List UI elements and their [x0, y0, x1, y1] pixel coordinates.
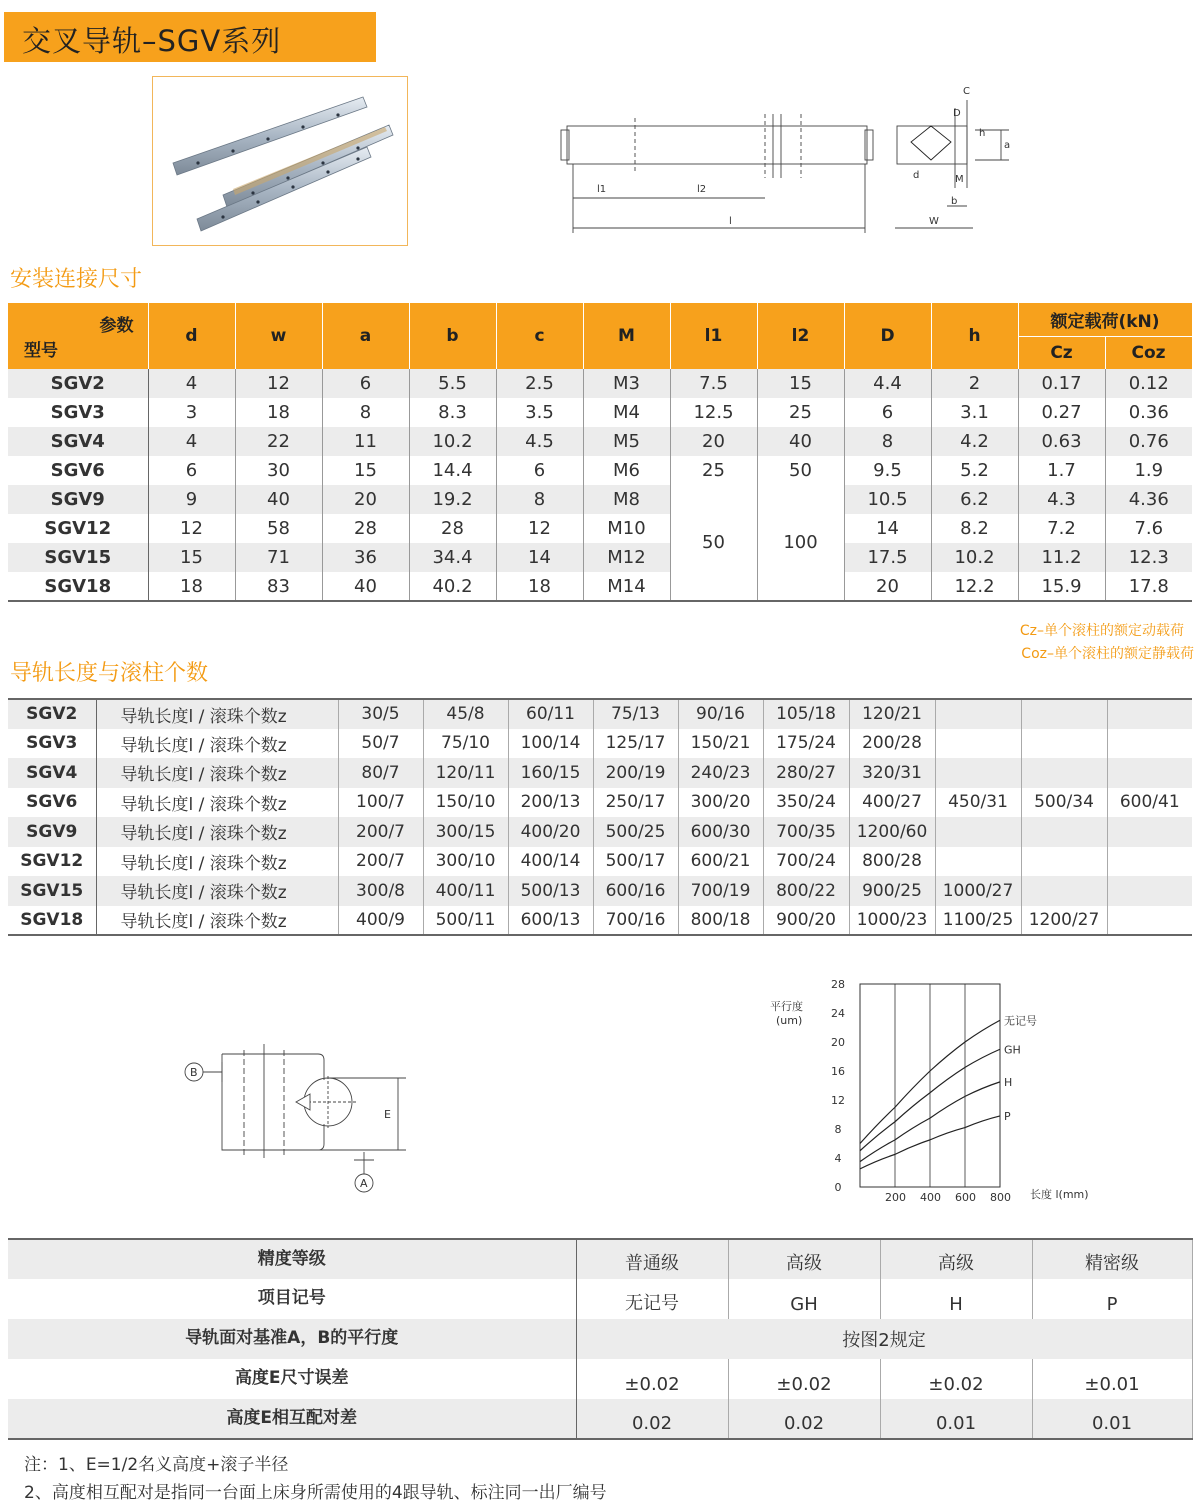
table-cell: 83 [235, 572, 322, 601]
table-cell: 34.4 [409, 543, 496, 572]
table-cell: M5 [583, 427, 670, 456]
table-row [8, 427, 1192, 456]
table-cell: 5.2 [931, 456, 1018, 485]
table-row [8, 847, 1192, 877]
table-cell: 4 [148, 369, 235, 398]
table-cell [1021, 876, 1107, 906]
table-cell: 600/30 [678, 817, 763, 847]
y-tick-label: 12 [831, 1094, 845, 1107]
y-tick-label: 20 [831, 1036, 845, 1049]
model-cell: SGV2 [8, 369, 148, 398]
chart-ylabel-2: (um) [776, 1014, 803, 1027]
table-cell: 22 [235, 427, 322, 456]
table-cell: 0.36 [1105, 398, 1192, 427]
model-cell: SGV6 [8, 456, 148, 485]
table-cell: 28 [409, 514, 496, 543]
series-name: P [1004, 1109, 1011, 1123]
table-cell: 17.5 [844, 543, 931, 572]
table-cell: 125/17 [593, 729, 678, 759]
table-cell: 600/13 [508, 906, 593, 936]
height-match-cell: 0.02 [576, 1399, 728, 1439]
model-cell: SGV9 [8, 817, 96, 847]
header-w: w [235, 303, 322, 369]
table-cell: 200/19 [593, 758, 678, 788]
accuracy-grade-table [8, 1238, 1193, 1440]
table-cell: 20 [844, 572, 931, 601]
table-row [8, 729, 1192, 759]
table-cell [935, 729, 1021, 759]
table-cell: 28 [322, 514, 409, 543]
table-cell: 700/24 [763, 847, 849, 877]
table-cell: 30/5 [338, 699, 423, 729]
series-name: GH [1004, 1043, 1021, 1057]
model-cell: SGV6 [8, 788, 96, 818]
header-D: D [844, 303, 931, 369]
grade-cell: 精密级 [1032, 1239, 1192, 1279]
table-cell: 36 [322, 543, 409, 572]
section-title-length: 导轨长度与滚柱个数 [10, 661, 209, 686]
table-cell: 160/15 [508, 758, 593, 788]
label-M: M [955, 174, 964, 185]
table-cell: 15 [757, 369, 844, 398]
table-cell: 58 [235, 514, 322, 543]
model-cell: SGV18 [8, 572, 148, 601]
table-cell: 2.5 [496, 369, 583, 398]
corner-param: 参数 [99, 316, 134, 336]
table-cell: 200/13 [508, 788, 593, 818]
length-count-label: 导轨长度l / 滚珠个数z [96, 817, 338, 847]
table-cell: 18 [235, 398, 322, 427]
table-cell: 40.2 [409, 572, 496, 601]
table-row [8, 817, 1192, 847]
table-cell: 14 [844, 514, 931, 543]
table-cell: 1200/60 [849, 817, 935, 847]
height-tol-cell: ±0.02 [576, 1359, 728, 1399]
table-cell: M8 [583, 485, 670, 514]
table-cell: 15.9 [1018, 572, 1105, 601]
table-cell: 4.5 [496, 427, 583, 456]
table-row [8, 572, 1192, 601]
table-cell: 40 [235, 485, 322, 514]
table-cell: 50 [757, 456, 844, 485]
table-row [8, 699, 1192, 729]
table-cell: 9.5 [844, 456, 931, 485]
table-cell: 800/28 [849, 847, 935, 877]
table-cell: 10.2 [931, 543, 1018, 572]
table-cell: 8 [322, 398, 409, 427]
table-cell: 800/22 [763, 876, 849, 906]
header-c: c [496, 303, 583, 369]
table-cell: 0.76 [1105, 427, 1192, 456]
header-M: M [583, 303, 670, 369]
table-cell: M12 [583, 543, 670, 572]
table-cell: 6 [844, 398, 931, 427]
table-cell: 175/24 [763, 729, 849, 759]
table-cell: 10.5 [844, 485, 931, 514]
table-cell: 3.1 [931, 398, 1018, 427]
table-cell: 1000/23 [849, 906, 935, 936]
label-B: B [190, 1066, 198, 1079]
table-cell: 300/10 [423, 847, 508, 877]
table-cell [935, 758, 1021, 788]
table-cell: 50 [670, 485, 757, 601]
table-cell: 150/21 [678, 729, 763, 759]
table-cell: 700/16 [593, 906, 678, 936]
table-cell: 71 [235, 543, 322, 572]
x-tick-label: 400 [920, 1191, 941, 1204]
table-cell: 25 [670, 456, 757, 485]
table-cell: 12.5 [670, 398, 757, 427]
model-cell: SGV9 [8, 485, 148, 514]
length-count-table [8, 698, 1192, 936]
header-load: 额定载荷(kN) [1018, 303, 1192, 336]
label-D: D [953, 108, 961, 119]
table-row [8, 906, 1192, 936]
footnote-2: 2、高度相互配对是指同一台面上床身所需使用的4跟导轨、标注同一出厂编号 [24, 1483, 607, 1503]
label-a: a [1004, 140, 1011, 151]
table-row [8, 543, 1192, 572]
table-cell: 15 [322, 456, 409, 485]
table-cell [935, 817, 1021, 847]
table-cell [935, 847, 1021, 877]
table-row [8, 485, 1192, 514]
table-cell: 4.3 [1018, 485, 1105, 514]
table-cell: 4.36 [1105, 485, 1192, 514]
label-h: h [979, 128, 986, 139]
table-cell: 12.3 [1105, 543, 1192, 572]
table-cell: 6 [496, 456, 583, 485]
height-tol-label: 高度E尺寸误差 [8, 1359, 576, 1399]
parallel-value: 按图2规定 [576, 1319, 1192, 1359]
label-C: C [963, 86, 970, 97]
length-count-label: 导轨长度l / 滚珠个数z [96, 699, 338, 729]
table-row [8, 876, 1192, 906]
table-cell [1021, 699, 1107, 729]
table-cell [935, 699, 1021, 729]
length-count-label: 导轨长度l / 滚珠个数z [96, 729, 338, 759]
table-cell: 400/14 [508, 847, 593, 877]
table-cell: 6 [148, 456, 235, 485]
table-cell: 15 [148, 543, 235, 572]
rail-dimension-drawing [555, 78, 1035, 243]
table-cell [1107, 729, 1192, 759]
table-cell: 4.2 [931, 427, 1018, 456]
table-cell: 4 [148, 427, 235, 456]
rail-image [173, 97, 393, 231]
table-cell: 1.9 [1105, 456, 1192, 485]
table-cell: 90/16 [678, 699, 763, 729]
table-cell: 80/7 [338, 758, 423, 788]
height-match-cell: 0.02 [728, 1399, 880, 1439]
parallelism-chart [760, 972, 1100, 1208]
table-cell: 0.63 [1018, 427, 1105, 456]
table-cell: 120/11 [423, 758, 508, 788]
table-cell [1021, 847, 1107, 877]
table-cell: 18 [496, 572, 583, 601]
table-cell: 400/20 [508, 817, 593, 847]
y-tick-label: 0 [834, 1181, 842, 1194]
x-tick-label: 200 [885, 1191, 906, 1204]
table-cell: 19.2 [409, 485, 496, 514]
table-row [8, 369, 1192, 398]
table-cell: 300/15 [423, 817, 508, 847]
header-b: b [409, 303, 496, 369]
table-cell: 10.2 [409, 427, 496, 456]
table-cell: 12 [496, 514, 583, 543]
header-h: h [931, 303, 1018, 369]
page-title: 交叉导轨–SGV系列 [22, 24, 282, 58]
table-cell: 11.2 [1018, 543, 1105, 572]
table-cell: 40 [757, 427, 844, 456]
table-cell: 900/20 [763, 906, 849, 936]
label-A: A [360, 1177, 368, 1190]
table-cell [1107, 699, 1192, 729]
table-cell: 9 [148, 485, 235, 514]
table-cell: 150/10 [423, 788, 508, 818]
table-cell: 300/8 [338, 876, 423, 906]
chart-ylabel-1: 平行度 [770, 1000, 803, 1013]
code-cell: 无记号 [576, 1279, 728, 1319]
table-cell: 3.5 [496, 398, 583, 427]
table-cell [1107, 847, 1192, 877]
length-count-label: 导轨长度l / 滚珠个数z [96, 847, 338, 877]
height-match-cell: 0.01 [880, 1399, 1032, 1439]
table-cell: 30 [235, 456, 322, 485]
note-coz: Coz–单个滚柱的额定静载荷 [1021, 646, 1194, 662]
x-tick-label: 800 [990, 1191, 1011, 1204]
table-cell: 4.4 [844, 369, 931, 398]
label-l2: l2 [697, 184, 707, 195]
y-tick-label: 28 [831, 978, 845, 991]
table-cell: 12 [148, 514, 235, 543]
table-cell: 0.17 [1018, 369, 1105, 398]
y-tick-label: 8 [834, 1123, 842, 1136]
table-cell: 500/34 [1021, 788, 1107, 818]
table-cell: 17.8 [1105, 572, 1192, 601]
table-cell: 600/16 [593, 876, 678, 906]
table-cell: 12 [235, 369, 322, 398]
height-tol-cell: ±0.02 [880, 1359, 1032, 1399]
table-cell: 900/25 [849, 876, 935, 906]
table-cell: 50/7 [338, 729, 423, 759]
code-cell: GH [728, 1279, 880, 1319]
table-cell: 7.6 [1105, 514, 1192, 543]
header-l1: l1 [670, 303, 757, 369]
length-count-label: 导轨长度l / 滚珠个数z [96, 758, 338, 788]
table-cell: 100/14 [508, 729, 593, 759]
code-cell: P [1032, 1279, 1192, 1319]
table-row [8, 456, 1192, 485]
table-cell: 200/28 [849, 729, 935, 759]
length-count-label: 导轨长度l / 滚珠个数z [96, 788, 338, 818]
height-tol-cell: ±0.02 [728, 1359, 880, 1399]
table-cell: 8.2 [931, 514, 1018, 543]
label-b: b [951, 196, 958, 207]
table-row [8, 398, 1192, 427]
table-row [8, 788, 1192, 818]
table-cell: 8.3 [409, 398, 496, 427]
table-cell: 60/11 [508, 699, 593, 729]
table-cell: 450/31 [935, 788, 1021, 818]
table-cell: 7.2 [1018, 514, 1105, 543]
table-cell [1107, 906, 1192, 936]
table-cell: 120/21 [849, 699, 935, 729]
table-cell: 8 [496, 485, 583, 514]
table-cell: M6 [583, 456, 670, 485]
table-cell [1021, 729, 1107, 759]
parallel-label: 导轨面对基准A，B的平行度 [8, 1319, 576, 1359]
table-cell: 2 [931, 369, 1018, 398]
label-E: E [384, 1108, 391, 1121]
table-cell: 75/10 [423, 729, 508, 759]
table-cell: 200/7 [338, 847, 423, 877]
table-cell [1021, 817, 1107, 847]
model-cell: SGV4 [8, 758, 96, 788]
table-cell: 400/11 [423, 876, 508, 906]
model-cell: SGV3 [8, 729, 96, 759]
table-cell: 105/18 [763, 699, 849, 729]
table-row [8, 514, 1192, 543]
table-cell: 6 [322, 369, 409, 398]
table-cell: 200/7 [338, 817, 423, 847]
table-cell: 18 [148, 572, 235, 601]
table-cell: 40 [322, 572, 409, 601]
model-cell: SGV3 [8, 398, 148, 427]
table-cell: 500/17 [593, 847, 678, 877]
table-cell: 6.2 [931, 485, 1018, 514]
table-cell: 300/20 [678, 788, 763, 818]
footnote-1: 注：1、E=1/2名义高度+滚子半径 [24, 1455, 289, 1475]
header-cz: Cz [1018, 336, 1105, 369]
table-cell: 100/7 [338, 788, 423, 818]
model-cell: SGV15 [8, 876, 96, 906]
table-cell: 500/11 [423, 906, 508, 936]
height-tol-cell: ±0.01 [1032, 1359, 1192, 1399]
table-row [8, 758, 1192, 788]
series-name: H [1004, 1075, 1013, 1089]
table-cell: M3 [583, 369, 670, 398]
model-cell: SGV4 [8, 427, 148, 456]
code-label: 项目记号 [8, 1279, 576, 1319]
model-cell: SGV12 [8, 847, 96, 877]
label-l: l [729, 216, 732, 227]
grade-cell: 普通级 [576, 1239, 728, 1279]
table-cell [1107, 817, 1192, 847]
table-cell [1107, 876, 1192, 906]
label-d: d [913, 170, 920, 181]
section-title-install: 安装连接尺寸 [10, 267, 143, 292]
header-l2: l2 [757, 303, 844, 369]
table-cell: 700/35 [763, 817, 849, 847]
height-match-label: 高度E相互配对差 [8, 1399, 576, 1439]
label-W: W [929, 216, 939, 227]
note-cz: Cz–单个滚柱的额定动载荷 [1019, 623, 1184, 639]
table-cell [1107, 758, 1192, 788]
table-cell: 1.7 [1018, 456, 1105, 485]
table-cell: 14 [496, 543, 583, 572]
table-cell: M10 [583, 514, 670, 543]
chart-xlabel: 长度 l(mm) [1030, 1188, 1089, 1201]
table-cell: 240/23 [678, 758, 763, 788]
table-cell: M4 [583, 398, 670, 427]
table-cell: 1200/27 [1021, 906, 1107, 936]
model-cell: SGV2 [8, 699, 96, 729]
table-cell: 25 [757, 398, 844, 427]
model-cell: SGV18 [8, 906, 96, 936]
table-cell: 7.5 [670, 369, 757, 398]
reference-drawing [178, 1040, 418, 1200]
model-cell: SGV12 [8, 514, 148, 543]
table-cell: 1000/27 [935, 876, 1021, 906]
table-cell: 20 [670, 427, 757, 456]
table-cell: 20 [322, 485, 409, 514]
table-cell: 0.27 [1018, 398, 1105, 427]
table-cell: 45/8 [423, 699, 508, 729]
table-cell: 600/41 [1107, 788, 1192, 818]
table-cell: 400/9 [338, 906, 423, 936]
y-tick-label: 4 [834, 1152, 842, 1165]
length-count-label: 导轨长度l / 滚珠个数z [96, 906, 338, 936]
table-cell: 600/21 [678, 847, 763, 877]
table-cell: 350/24 [763, 788, 849, 818]
height-match-cell: 0.01 [1032, 1399, 1192, 1439]
grade-cell: 高级 [728, 1239, 880, 1279]
corner-header [8, 303, 148, 369]
y-tick-label: 16 [831, 1065, 845, 1078]
title-bar [4, 12, 376, 62]
header-d: d [148, 303, 235, 369]
table-cell: 0.12 [1105, 369, 1192, 398]
table-cell: 100 [757, 485, 844, 601]
label-l1: l1 [597, 184, 607, 195]
table-cell: 500/13 [508, 876, 593, 906]
x-tick-label: 600 [955, 1191, 976, 1204]
table-cell: 280/27 [763, 758, 849, 788]
header-a: a [322, 303, 409, 369]
table-cell: 1100/25 [935, 906, 1021, 936]
table-cell: 320/31 [849, 758, 935, 788]
table-cell: 700/19 [678, 876, 763, 906]
table-cell: 11 [322, 427, 409, 456]
table-cell: 8 [844, 427, 931, 456]
y-tick-label: 24 [831, 1007, 845, 1020]
length-count-label: 导轨长度l / 滚珠个数z [96, 876, 338, 906]
table-cell: 3 [148, 398, 235, 427]
table-cell: M14 [583, 572, 670, 601]
corner-model: 型号 [24, 341, 58, 361]
header-coz: Coz [1105, 336, 1192, 369]
table-cell: 250/17 [593, 788, 678, 818]
table-cell [1021, 758, 1107, 788]
table-cell: 800/18 [678, 906, 763, 936]
table-cell: 12.2 [931, 572, 1018, 601]
table-cell: 500/25 [593, 817, 678, 847]
table-cell: 400/27 [849, 788, 935, 818]
series-name: 无记号 [1004, 1014, 1037, 1028]
code-cell: H [880, 1279, 1032, 1319]
grade-cell: 高级 [880, 1239, 1032, 1279]
grade-label: 精度等级 [8, 1239, 576, 1279]
table-cell: 75/13 [593, 699, 678, 729]
table-cell: 5.5 [409, 369, 496, 398]
install-dimension-table [8, 303, 1193, 602]
table-cell: 14.4 [409, 456, 496, 485]
product-photo [152, 76, 408, 246]
model-cell: SGV15 [8, 543, 148, 572]
